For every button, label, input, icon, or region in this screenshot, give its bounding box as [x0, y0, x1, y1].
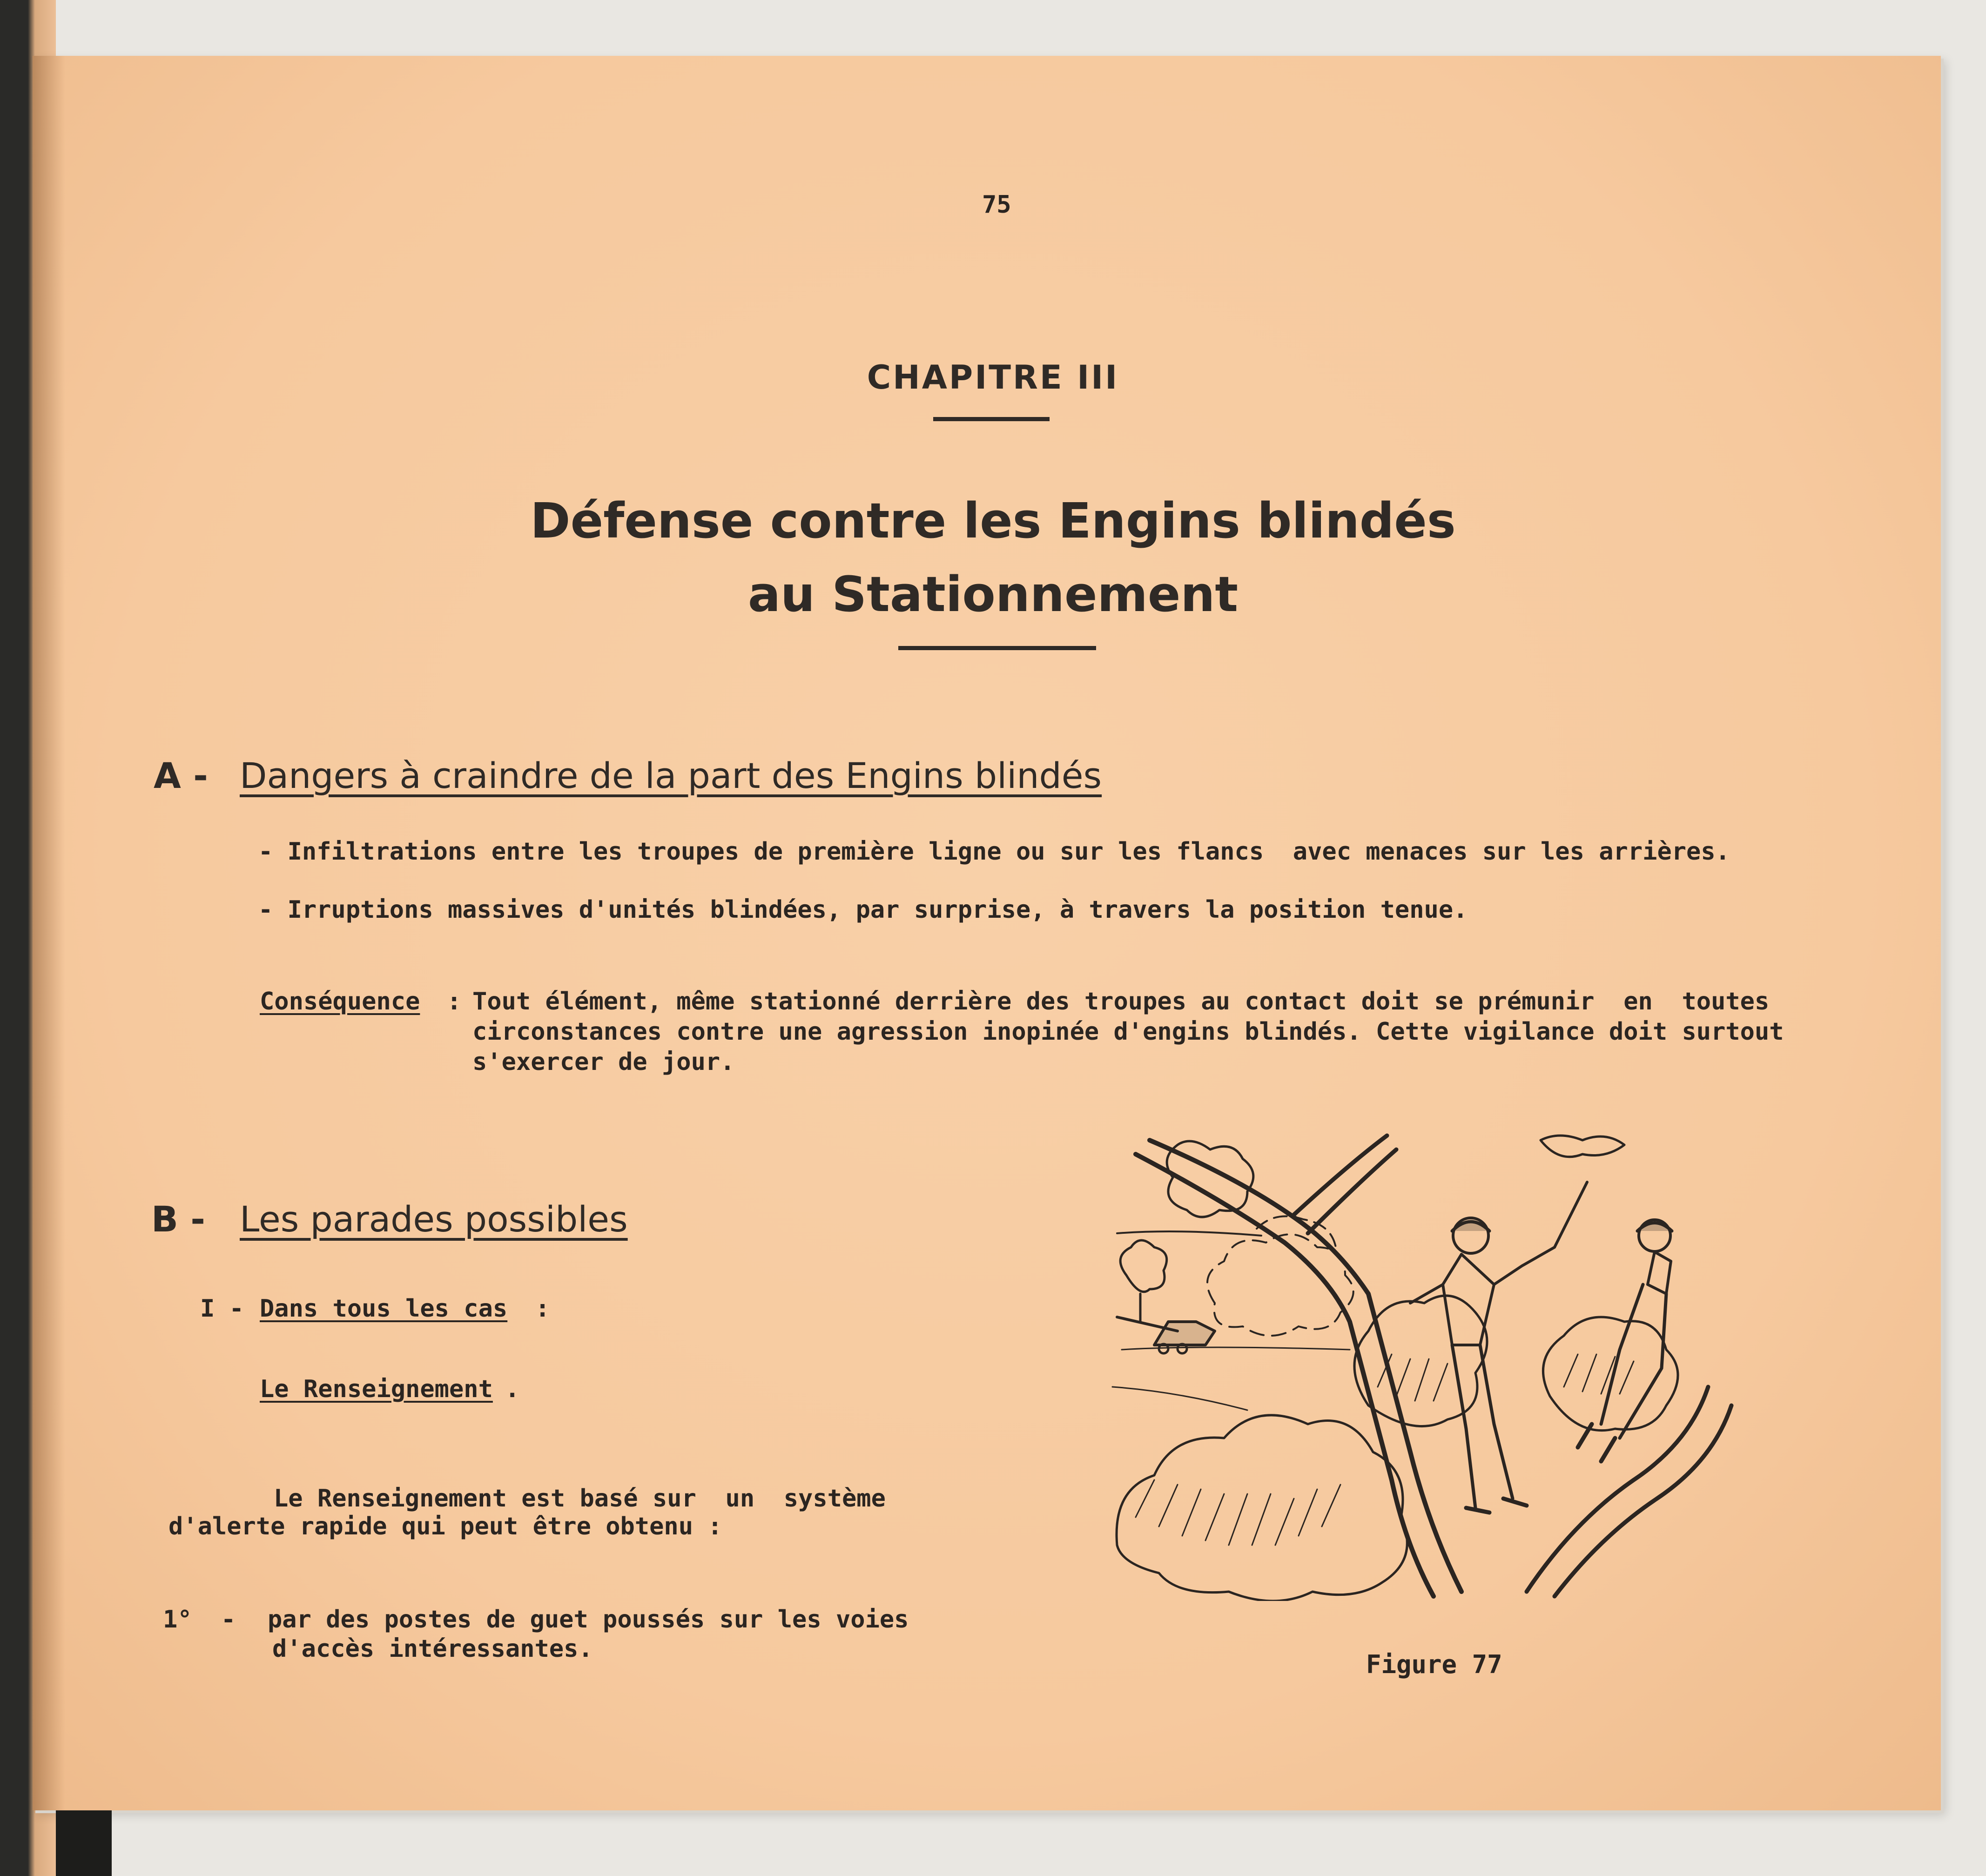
paragraph-line-1: Le Renseignement est basé sur un système — [274, 1485, 886, 1513]
page-title-line-1: Défense contre les Engins blindés — [530, 492, 1456, 549]
page-title-line-2: au Stationnement — [747, 566, 1239, 623]
figure-caption: Figure 77 — [1366, 1650, 1502, 1679]
page-number: 75 — [982, 191, 1011, 219]
renseignement-dot: . — [505, 1375, 520, 1403]
consequence-colon: : — [447, 988, 462, 1015]
list-item-dash: - — [221, 1606, 236, 1634]
list-item-number: 1° — [163, 1606, 192, 1634]
subsection-colon: : — [535, 1295, 550, 1323]
section-a-bullet-1: - Infiltrations entre les troupes de première ligne ou sur les flancs avec menaces sur les arrières. — [258, 838, 1730, 866]
subsection-title: Dans tous les cas — [260, 1295, 508, 1323]
section-a-bullet-2: - Irruptions massives d'unités blindées, par surprise, à travers la position tenue. — [258, 896, 1468, 924]
title-divider — [898, 646, 1096, 650]
chapter-heading: CHAPITRE III — [867, 358, 1119, 397]
list-item-line-2: d'accès intéressantes. — [272, 1635, 593, 1663]
section-b-letter: B - — [151, 1198, 205, 1240]
figure-77-illustration — [1108, 1126, 1750, 1601]
consequence-line-3: s'exercer de jour. — [472, 1048, 735, 1076]
section-a-letter: A - — [154, 755, 208, 796]
section-b-title: Les parades possibles — [240, 1198, 628, 1240]
page-title — [0, 484, 1986, 631]
section-a-title: Dangers à craindre de la part des Engins blindés — [240, 755, 1102, 796]
subsection-numeral: I - — [200, 1295, 244, 1323]
consequence-line-1: Tout élément, même stationné derrière des troupes au contact doit se prémunir en toutes — [472, 988, 1770, 1015]
paragraph-line-2: d'alerte rapide qui peut être obtenu : — [168, 1513, 722, 1540]
list-item-line-1: par des postes de guet poussés sur les voies — [268, 1606, 909, 1634]
binding-clip — [56, 1810, 112, 1876]
chapter-divider — [933, 417, 1050, 421]
gutter-shadow — [33, 56, 65, 1810]
consequence-line-2: circonstances contre une agression inopinée d'engins blindés. Cette vigilance doit surtout — [472, 1018, 1784, 1046]
renseignement-heading: Le Renseignement — [260, 1375, 493, 1403]
consequence-label: Conséquence — [260, 988, 420, 1015]
